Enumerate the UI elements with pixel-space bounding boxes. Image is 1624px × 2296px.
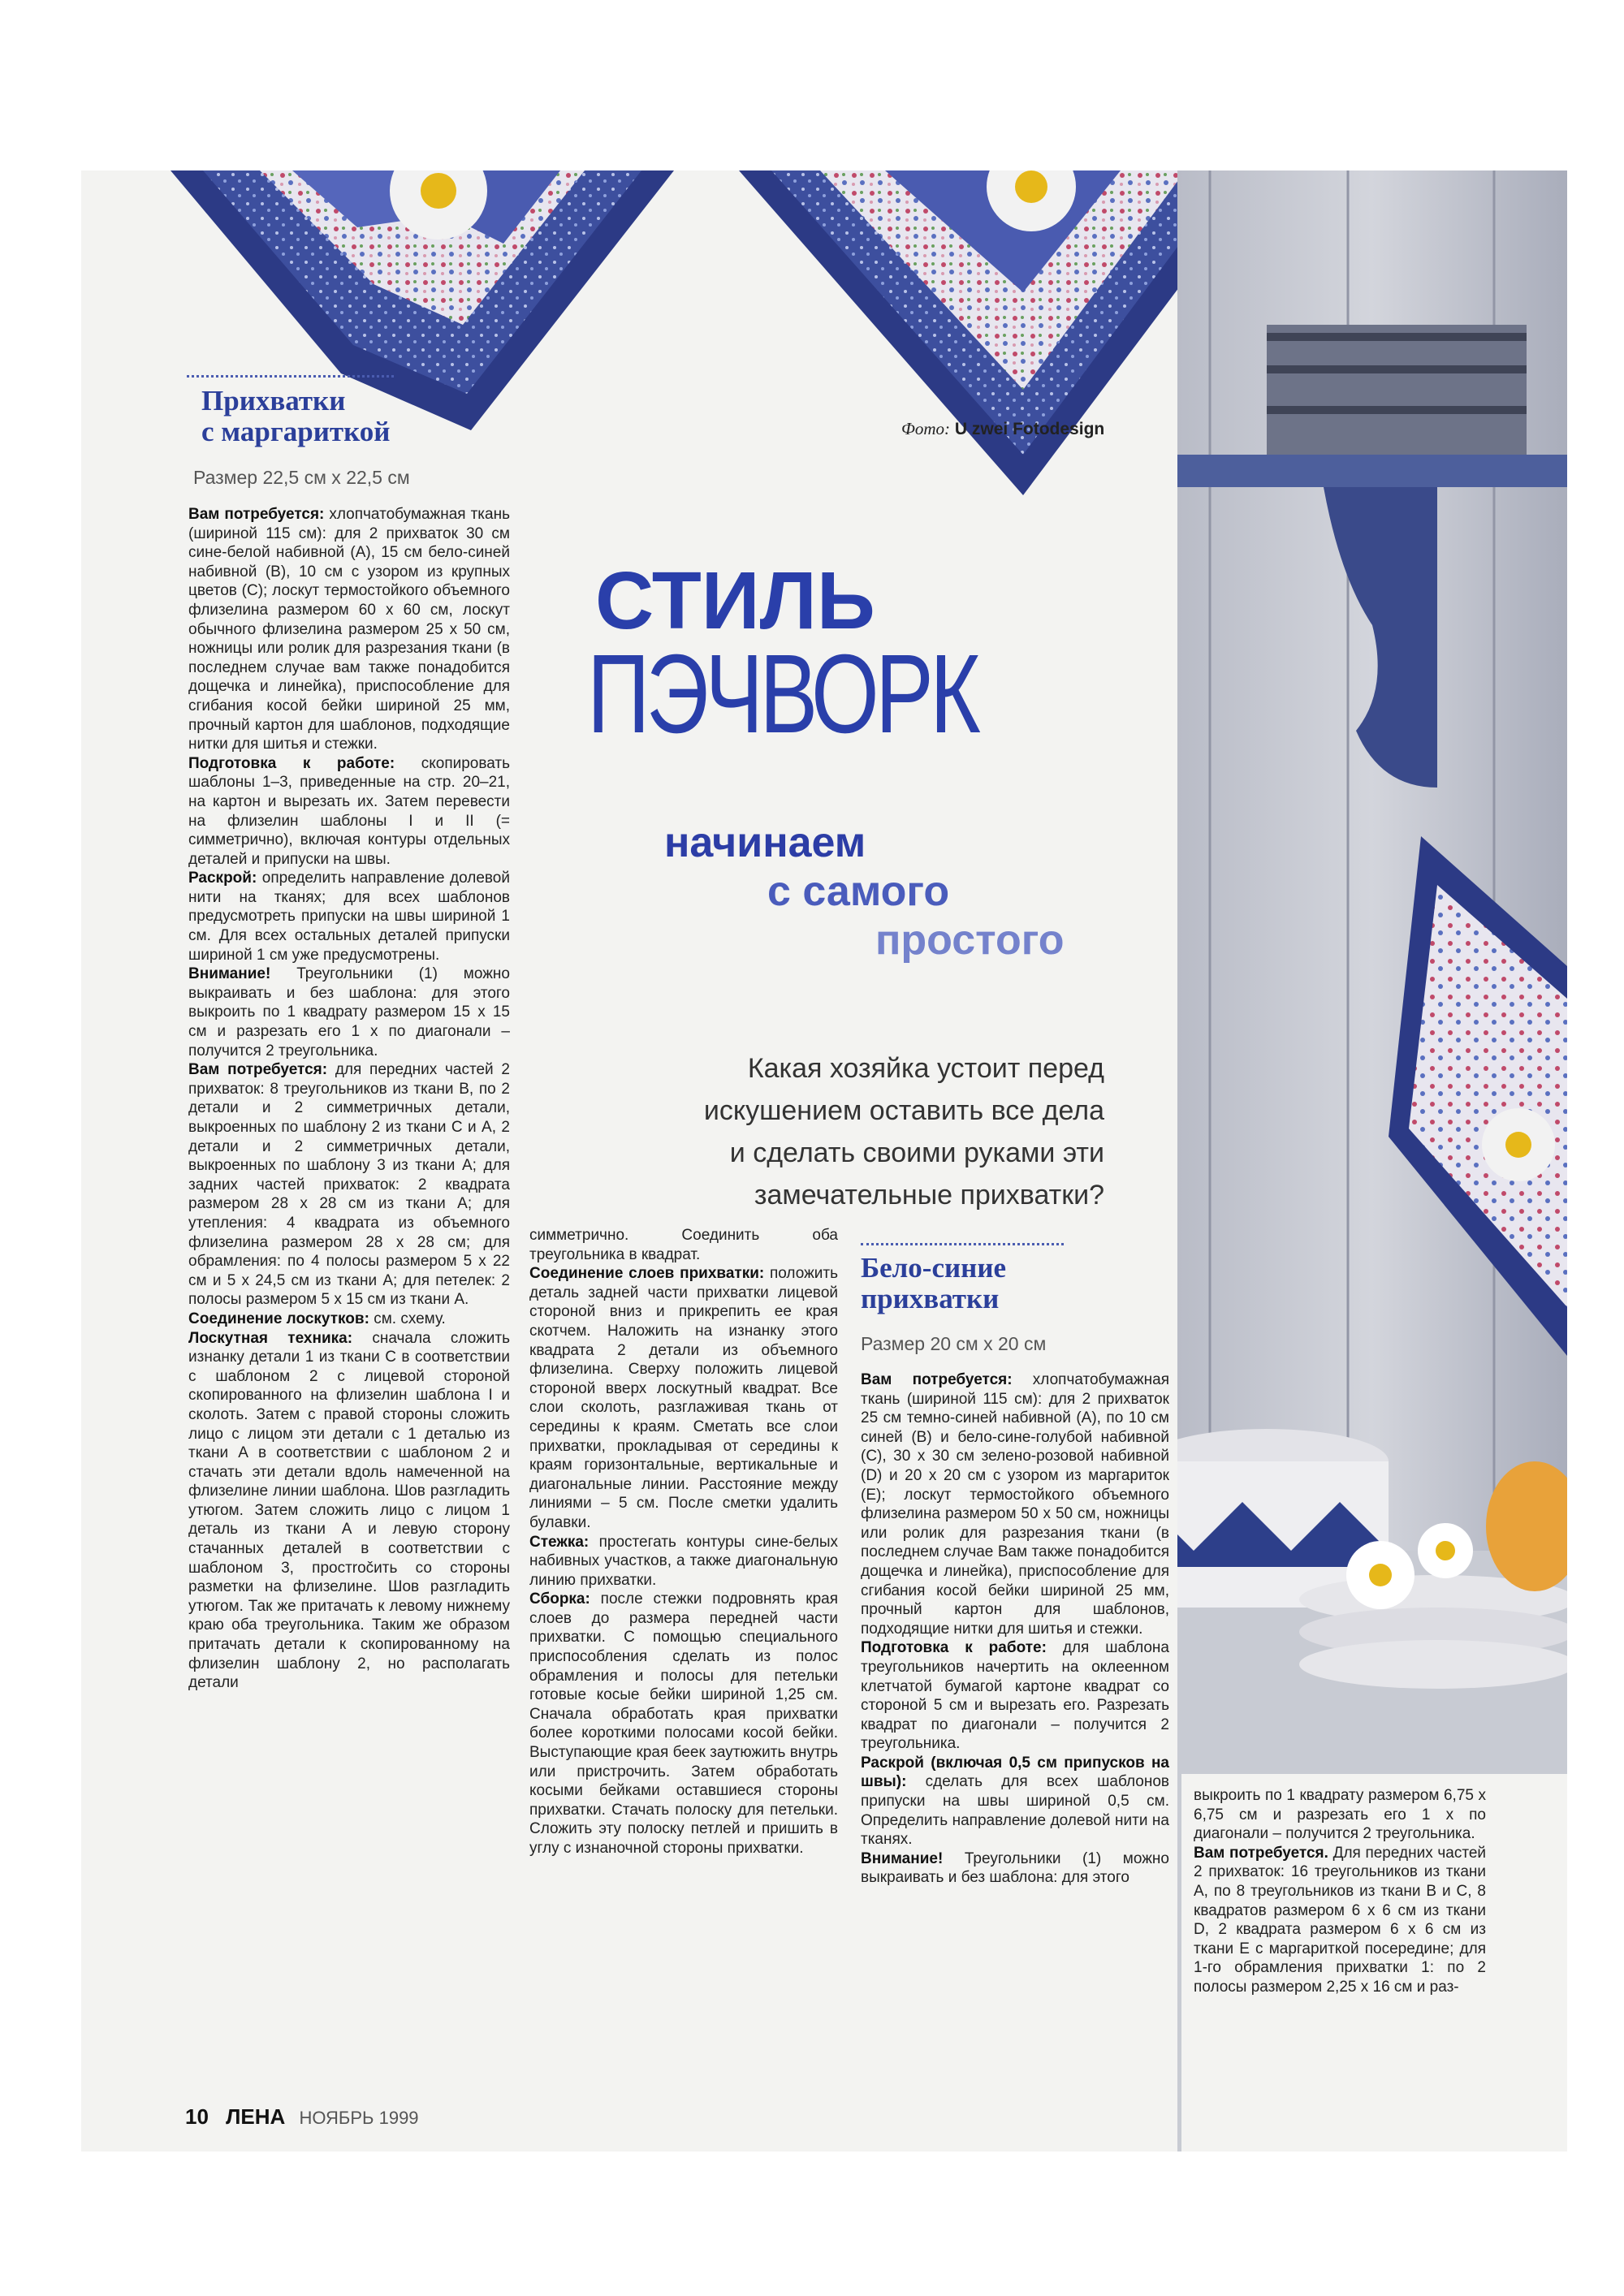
paragraph [188,505,510,754]
paragraph-text: Треугольники (1) можно выкраивать и без шаблона: для этого [861,1849,1169,1887]
photo-credit-label: Фото: [901,419,951,438]
magazine-page [81,170,1567,2151]
section2-title-line1: Бело-синие [861,1252,1007,1284]
paragraph-text: положить деталь задней части прихватки лицевой стороной вниз и прикрепить ее края скотчем. Наложить на изнанку этого квадрата 2 детали из объемного флизелина. Сверху положить лицевой стороной вверх лоскутный квадрат. Все слои сколоть, разглаживая ткань от середины к краям. Сметать все слои прихватки, прокладывая от середины к краям горизонтальные, вертикальные и диагональные линии. Расстояние между линиями – 5 см. После сметки удалить булавки. [529,1265,838,1531]
paragraph [861,1754,1169,1849]
section2-title [861,1253,1006,1314]
paragraph-text: после стежки подровнять края слоев до размера передней части прихватки. С помощью специального приспособления сделать из полос обрамления и полосы для петельки готовые косые бейки шириной 1,25 см. Сначала обработать края прихватки более короткими полосами косой бейки. Выступающие края беек заутюжить внутрь или пристрочить. Затем обработать косыми бейками оставшиеся стороны прихватки. Стачать полоску для петельки. Сложить эту полоску петлей и пришить в углу с изнаночной стороны прихватки. [529,1590,838,1857]
paragraph-text: сделать для всех шаблонов припуски на швы шириной 0,5 см. Определить направление долевой нити на тканях. [861,1773,1169,1849]
photo-credit [901,419,1104,439]
paragraph-text: простегать контуры сине-белых набивных участков, а также диагональную линию прихватки. [529,1533,838,1589]
photo-credit-name: U zwei Fotodesign [954,420,1105,438]
column-3 [861,1370,1169,1888]
paragraph-text: выкроить по 1 квадрату размером 6,75 x 6,75 см и разрезать его 1 x по диагонали – получится 2 треугольника. [1194,1787,1486,1843]
paragraph-text: для передних частей 2 прихваток: 8 треугольников из ткани В, по 2 детали и 2 симметричных детали, выкроенных по шаблону 2 из ткани С и А, 2 детали и 2 симметричных детали, выкроенных по шаблону 3 из ткани А; для задних частей прихваток: 2 квадрата размером 28 x 28 см из ткани А; для утепления: 4 квадрата из объемного флизелина размером 28 x 28 см; для обрамления: по 4 полосы размером 5 x 22 см и 5 x 24,5 см из ткани А; для петелек: 2 полосы размером 5 x 15 см из ткани А. [188,1061,510,1309]
paragraph [188,965,510,1060]
paragraph-text: см. схему. [369,1310,446,1327]
paragraph-label: Сборка: [529,1590,590,1608]
paragraph-label: Подготовка к работе: [861,1639,1047,1657]
paragraph [529,1264,838,1532]
paragraph-label: Лоскутная техника: [188,1329,353,1347]
section2-title-line2: прихватки [861,1283,1000,1314]
paragraph-label: Соединение лоскутков: [188,1310,369,1327]
section1-title [201,386,390,447]
paragraph [529,1590,838,1858]
paragraph [188,1060,510,1310]
section2-size: Размер 20 см x 20 см [861,1333,1047,1354]
page-footer [185,2104,419,2130]
intro-line: замечательные прихватки? [754,1180,1104,1211]
column-2 [529,1226,838,1858]
paragraph-label: Вам потребуется: [861,1371,1013,1388]
paragraph-label: Раскрой: [188,870,257,887]
paragraph [188,754,510,870]
paragraph-text: Для передних частей 2 прихваток: 16 треугольников из ткани А, по 8 треугольников из ткани В и С, 8 квадратов размером 6 x 6 см из ткани D, 2 квадрата размером 6 x 6 см из ткани Е с маргариткой посередине; для 1-го обрамления прихватки 1: по 2 полосы размером 2,25 x 16 см и раз- [1194,1844,1486,1996]
headline-patchwork: ПЭЧВОРК [587,632,978,757]
section1-title-line2: с маргариткой [201,416,391,447]
paragraph-label: Внимание! [188,965,271,983]
paragraph-text: скопировать шаблоны 1–3, приведенные на стр. 20–21, на картон и вырезать их. Затем перевести на флизелин шаблоны I и II (= симметрично), включая контуры отдельных деталей и припуски на швы. [188,754,510,868]
paragraph [529,1533,838,1590]
paragraph [1194,1844,1486,1997]
headline-style: СТИЛЬ [595,555,875,646]
paragraph-label: Раскрой (включая 0,5 см припусков на швы): [861,1754,1169,1791]
paragraph-text: определить направление долевой нити на тканях; для всех шаблонов предусмотреть припуски на швы шириной 1 см. Для всех остальных деталей припуски шириной 1 см уже предусмотрены. [188,870,510,964]
paragraph-label: Подготовка к работе: [188,754,395,772]
intro-text [666,1047,1104,1216]
paragraph-label: Стежка: [529,1533,590,1551]
paragraph-label: Вам потребуется. [1194,1844,1328,1862]
paragraph [188,1310,510,1329]
paragraph [529,1226,838,1264]
headline-sub1: начинаем [664,819,866,866]
paragraph-text: для шаблона треугольников начертить на оклеенном клетчатой бумагой картоне квадрат со стороной 5 см и вырезать его. Разрезать квадрат по диагонали – получится 2 треугольника. [861,1639,1169,1753]
section2-dotted-rule [861,1243,1064,1245]
paragraph-text: сначала сложить изнанку детали 1 из ткани С в соответствии с шаблоном 2 с лицевой стороной скопированного на флизелин шаблона I и сколоть. Затем с правой стороны сложить лицо с лицом эти детали с 1 деталью из ткани А в соответствии с шаблоном 2 и стачать эти детали вдоль намеченной на флизелине линии шаблона. Шов разгладить утюгом. Затем сложить лицо с лицом 1 деталь из ткани А и левую сторону стачанных деталей в соответствии с шаблоном 3, простročить со стороны разметки на флизелине. Шов разгладить утюгом. Так же притачать к левому нижнему краю оба треугольника. Таким же образом притачать детали к скопированному на флизелин шаблону 2, но располагать детали [188,1329,510,1692]
paragraph-text: хлопчатобумажная ткань (шириной 115 см): для 2 прихваток 25 см темно-синей набивной (А), по 10 см синей (В) и бело-сине-голубой набивной (С), 30 x 30 см зелено-розовой набивной (D) и 20 x 20 см с узором из маргариток (Е); лоскут термостойкого объемного флизелина размером 50 x 50 см, ножницы или ролик для разрезания ткани (в последнем случае Вам также понадобится дощечка и линейка), приспособление для сгибания косой бейки шириной 25 мм, прочный картон для шаблонов, подходящие нитки для шитья и стежки. [861,1371,1169,1638]
paragraph-text: Треугольники (1) можно выкраивать и без шаблона: для этого выкроить по 1 квадрату размером 15 x 15 см и разрезать его 1 x по диагонали – получится 2 треугольника. [188,965,510,1060]
magazine-name: ЛЕНА [226,2104,286,2129]
paragraph-label: Вам потребуется: [188,506,325,523]
paragraph-label: Вам потребуется: [188,1061,328,1079]
intro-line: Какая хозяйка устоит перед [747,1053,1104,1084]
intro-line: искушением оставить все дела [703,1095,1104,1126]
paragraph [188,1329,510,1693]
paragraph-text: хлопчатобумажная ткань (шириной 115 см): для 2 прихваток 30 см сине-белой набивной (А), 15 см бело-синей набивной (В), 10 см с узором из крупных цветов (С); лоскут термостойкого объемного флизелина размером 60 x 60 см, лоскут обычного флизелина размером 25 x 50 см, ножницы или ролик для разрезания ткани (в последнем случае вам также понадобится дощечка и линейка), приспособление для сгибания косой бейки шириной 25 мм, прочный картон для шаблонов, подходящие нитки для шитья и стежки. [188,506,510,753]
section1-size: Размер 22,5 см x 22,5 см [193,467,410,488]
page-number: 10 [185,2104,209,2129]
paragraph [1194,1786,1486,1844]
column-1 [188,505,510,1693]
paragraph [188,869,510,965]
headline-sub2: с самого [767,868,950,915]
headline-sub3: простого [875,917,1065,964]
paragraph-label: Внимание! [861,1849,944,1867]
paragraph [861,1849,1169,1888]
paragraph [861,1638,1169,1754]
paragraph-text: симметрично. Соединить оба треугольника в квадрат. [529,1227,838,1263]
paragraph-label: Соединение слоев прихватки: [529,1265,765,1283]
column-4 [1194,1786,1486,1997]
intro-line: и сделать своими руками эти [729,1137,1104,1168]
issue-date: НОЯБРЬ 1999 [299,2108,419,2128]
section1-dotted-rule [187,375,394,378]
section1-title-line1: Прихватки [201,385,346,416]
paragraph [861,1370,1169,1638]
